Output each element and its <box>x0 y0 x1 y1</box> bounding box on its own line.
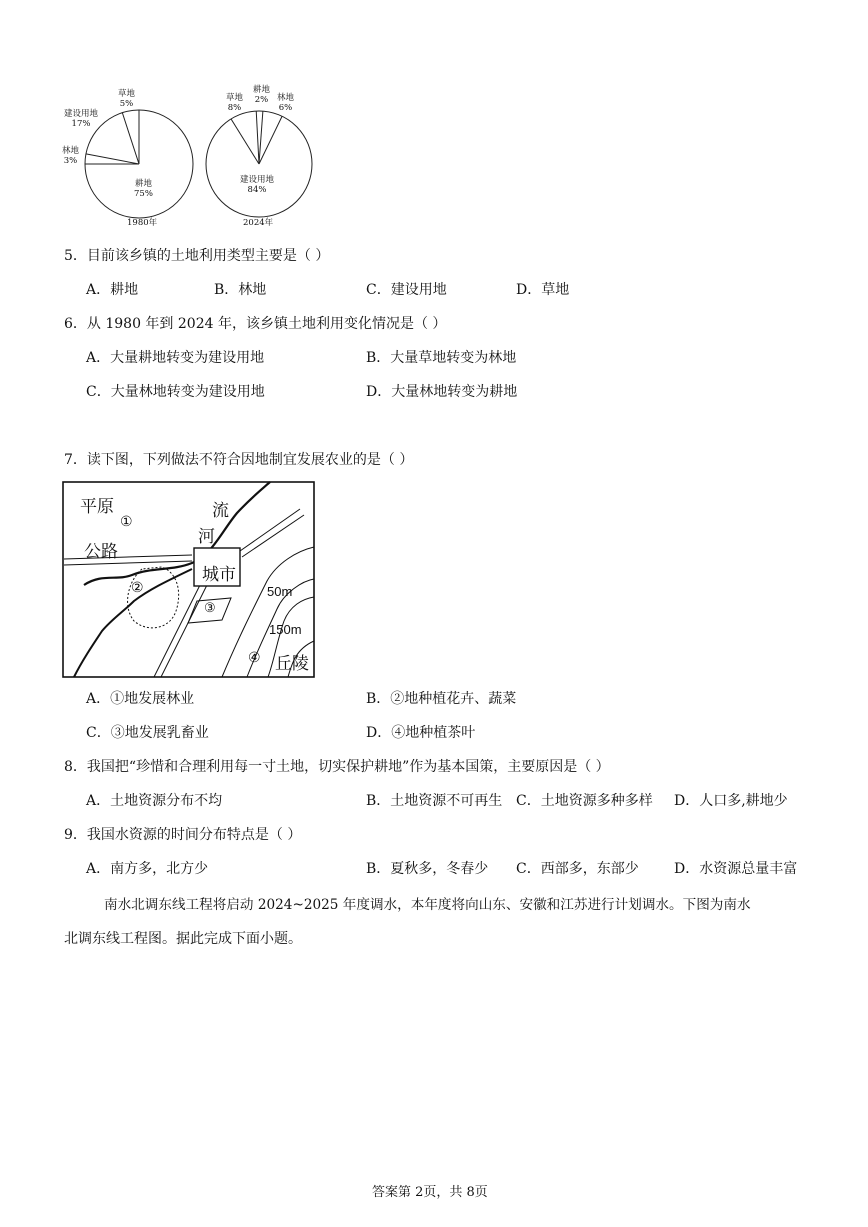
q9-option-d[interactable]: D．水资源总量丰富 <box>674 861 798 877</box>
passage-line-1: 南水北调东线工程将启动 2024~2025 年度调水，本年度将向山东、安徽和江苏进行计划调水。下图为南水 <box>104 897 751 913</box>
question-6-stem: 6．从 1980 年到 2024 年，该乡镇土地利用变化情况是（ ） <box>64 316 447 332</box>
pie-chart-2024 <box>200 85 320 235</box>
q7-option-b[interactable]: B．②地种植花卉、蔬菜 <box>366 691 517 707</box>
pie-2024-slice-boundary-1 <box>231 119 259 164</box>
q5-option-b[interactable]: B．林地 <box>214 282 267 298</box>
q6-option-d[interactable]: D．大量林地转变为耕地 <box>366 384 518 400</box>
q7-option-a[interactable]: A．①地发展林业 <box>86 691 195 707</box>
q8-option-a[interactable]: A．土地资源分布不均 <box>86 793 223 809</box>
map-marker-4: ④ <box>248 650 261 666</box>
map-label-road: 公路 <box>84 542 118 562</box>
pie-2024-slice-boundary-0 <box>256 111 259 164</box>
pie-1980-slice-boundary-1 <box>122 113 139 164</box>
pie-1980-label-gengdi: 耕地 75% <box>134 179 153 199</box>
map-label-plain: 平原 <box>80 497 114 517</box>
q6-option-c[interactable]: C．大量林地转变为建设用地 <box>86 384 265 400</box>
q9-option-a[interactable]: A．南方多，北方少 <box>86 861 209 877</box>
page-footer: 答案第 2页，共 8页 <box>372 1185 488 1200</box>
map-marker-3: ③ <box>204 601 216 616</box>
q6-option-a[interactable]: A．大量耕地转变为建设用地 <box>86 350 265 366</box>
q9-option-b[interactable]: B．夏秋多，冬春少 <box>366 861 489 877</box>
q5-option-a[interactable]: A．耕地 <box>86 282 139 298</box>
map-label-150m: 150m <box>269 622 302 637</box>
pie-1980-label-lindi: 林地 3% <box>62 146 80 166</box>
pie-2024-label-gengdi: 耕地 2% <box>253 85 271 105</box>
pie-2024-year: 2024年 <box>243 218 274 228</box>
q5-option-c[interactable]: C．建设用地 <box>366 282 447 298</box>
q7-option-c[interactable]: C．③地发展乳畜业 <box>86 725 209 741</box>
q9-option-c[interactable]: C．西部多，东部少 <box>516 861 639 877</box>
q8-option-c[interactable]: C．土地资源多种多样 <box>516 793 653 809</box>
map-label-city: 城市 <box>202 565 236 585</box>
map-label-he: 河 <box>198 527 215 547</box>
q8-option-d[interactable]: D．人口多,耕地少 <box>674 793 788 809</box>
q7-option-d[interactable]: D．④地种植茶叶 <box>366 725 476 741</box>
q8-option-b[interactable]: B．土地资源不可再生 <box>366 793 503 809</box>
pie-1980-slice-boundary-2 <box>86 154 139 164</box>
map-label-liu: 流 <box>212 501 229 521</box>
q5-option-d[interactable]: D．草地 <box>516 282 570 298</box>
pie-1980-label-caodi: 草地 5% <box>118 89 136 109</box>
passage-line-2: 北调东线工程图。据此完成下面小题。 <box>64 931 302 947</box>
pie-2024-label-caodi: 草地 8% <box>226 93 244 113</box>
pie-2024-label-lindi: 林地 6% <box>277 93 295 113</box>
question-9-stem: 9．我国水资源的时间分布特点是（ ） <box>64 827 302 843</box>
question-5-stem: 5．目前该乡镇的土地利用类型主要是（ ） <box>64 248 330 264</box>
pie-1980-year: 1980年 <box>127 218 158 228</box>
pie-2024-label-jianshe: 建设用地 84% <box>240 175 275 195</box>
question-7-stem: 7．读下图，下列做法不符合因地制宜发展农业的是（ ） <box>64 452 414 468</box>
map-label-50m: 50m <box>267 584 293 599</box>
question-8-stem: 8．我国把“珍惜和合理利用每一寸土地，切实保护耕地”作为基本国策，主要原因是（ ） <box>64 759 610 775</box>
map-marker-2: ② <box>131 580 144 596</box>
q6-option-b[interactable]: B．大量草地转变为林地 <box>366 350 517 366</box>
pie-1980-label-jianshe: 建设用地 17% <box>64 109 99 129</box>
map-marker-1: ① <box>120 514 133 530</box>
map-label-hills: 丘陵 <box>275 654 309 674</box>
